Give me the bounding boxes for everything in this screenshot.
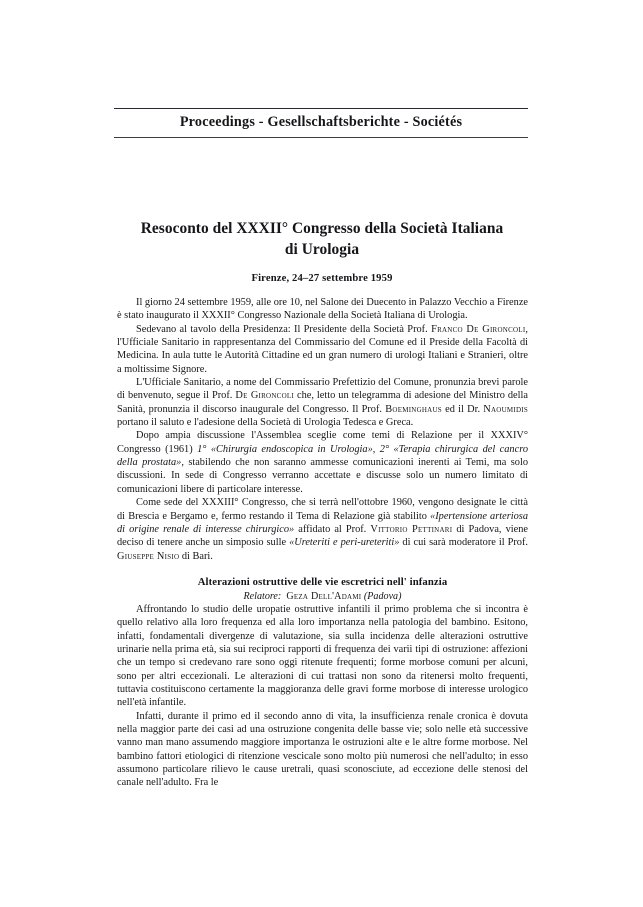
relatore-name: Geza Dell'Adami — [286, 590, 362, 602]
paragraph-text: affidato al Prof. — [294, 523, 371, 535]
paragraph-text: L'Ufficiale Sanitario, a nome del Commissario Prefettizio del Comune, pronunzia brevi parole di benvenuto, segue il Prof. — [117, 377, 528, 402]
article-title-line-2: di Urologia — [284, 240, 360, 258]
paragraph-text: Il giorno 24 settembre 1959, alle ore 10, nel Salone dei Duecento in Palazzo Vecchio a Firenze è stato inaugurato il XXXII° Congresso Nazionale della Società Italiana di Urologia. — [117, 297, 528, 322]
topic-title: 1° «Chirurgia endoscopica in Urologia» — [197, 443, 373, 455]
paragraph-text: , l'Ufficiale Sanitario in rappresentanza del Commissario del Comune ed il Preside della Facoltà di Medicina. In aula tutte le Autorità Cittadine ed un gran numero di urologi Italiani e Stranieri, oltre a moltissime Signore. — [117, 323, 528, 375]
relatore-place: (Padova) — [363, 590, 402, 602]
paragraph-presidency — [117, 323, 528, 376]
person-name: Boeminghaus — [385, 403, 442, 415]
person-name: Naoumidis — [483, 403, 528, 415]
section-paragraph-2 — [117, 710, 528, 790]
person-name: Giuseppe Nisio — [117, 550, 180, 562]
paragraph-text: Come sede del XXXIII° Congresso, che si terrà nell'ottobre 1960, vengono designate le città di Brescia e Bergamo e, fermo restando il Tema di Relazione già stabilito — [117, 497, 528, 522]
article-body — [117, 296, 528, 790]
paragraph-text: Affrontando lo studio delle uropatie ostruttive infantili il primo problema che si incontra è quello relativo alla loro frequenza ed alla loro importanza nella patologia del bambino. Esitono, infatti, fondamentali divergenze di valutazione, sia sulla incidenza delle alterazioni ostruttive urinarie nella prima età, sia sui reciproci rapporti di frequenza dei varii tipi di ostruzione: affezioni che un tempo si credevano rare sono oggi ritenute frequenti; forme morbose comuni per alcuni, sono per altri eccezionali. Le alterazioni di cui trattasi non sono da ritenersi molto frequenti, tuttavia costituiscono certamente la maggioranza delle gravi forme morbose di interesse urologico nell'età infantile. — [117, 603, 528, 709]
paragraph-welcome — [117, 376, 528, 429]
paragraph-text: che, letto un telegramma di adesione del Ministro della Sanità, pronunzia il discorso inaugurale del Congresso. Il Prof. — [117, 390, 528, 415]
person-name: Franco De Gironcoli — [431, 323, 526, 335]
article-title-line-1: Resoconto del XXXII° Congresso della Società Italiana — [140, 220, 504, 237]
relatore-label: Relatore: — [243, 590, 282, 602]
paragraph-text: , stabilendo che non saranno ammesse comunicazioni inerenti ai Temi, ma solo discussioni. In sede di Congresso verranno accettate e discusse solo un numero limitato di comunicazioni libere di particolare interesse. — [117, 457, 528, 495]
paragraph-text: di Padova, viene deciso di tenere anche un simposio sulle — [117, 523, 528, 549]
paragraph-text: Infatti, durante il primo ed il secondo anno di vita, la insufficienza renale cronica è dovuta nella maggior parte dei casi ad una ostruzione congenita delle basse vie; solo nelle età successive vanno man mano assumendo maggiore importanza le ostruzioni alte e le altre forme morbose. Nel bambino fattori etiologici di ritenzione vescicale sono molto più numerosi che nell'adulto; in esso assumono particolare rilievo le cause uretrali, quasi sconosciute, ad eccezione delle stenosi del canale nell'adulto. Fra le — [117, 710, 528, 789]
running-head-rule-bottom — [114, 137, 528, 138]
article-title — [117, 219, 527, 260]
paragraph-text: di cui sarà moderatore il Prof. — [399, 537, 528, 549]
paragraph-text: Sedevano al tavolo della Presidenza: Il Presidente della Società Prof. — [136, 323, 432, 335]
paragraph-text: Dopo ampia discussione l'Assemblea sceglie come temi di Relazione per il XXXIV° Congresso (1961) — [117, 430, 528, 455]
section-relatore — [117, 591, 528, 602]
paragraph-text: , — [372, 443, 380, 455]
running-head — [114, 108, 528, 138]
paragraph-text: ed il Dr. — [441, 403, 484, 415]
person-name: De Gironcoli — [235, 390, 295, 402]
paragraph-opening — [117, 296, 528, 323]
paragraph-topics — [117, 429, 528, 496]
section-paragraph-1 — [117, 603, 528, 710]
paragraph-next-congress — [117, 496, 528, 563]
section-heading: Alterazioni ostruttive delle vie escretrici nell' infanzia — [197, 575, 448, 588]
topic-title: «Ureteriti e peri-ureteriti» — [289, 537, 400, 549]
topic-title: «Ipertensione arteriosa di origine renale di interesse chirurgico» — [117, 510, 528, 535]
paragraph-text: di Bari. — [179, 550, 213, 562]
article-date: Firenze, 24–27 settembre 1959 — [251, 273, 393, 284]
article-header — [117, 219, 527, 284]
paragraph-text: portano il saluto e l'adesione della Società di Urologia Tedesca e Greca. — [117, 417, 414, 429]
topic-title: 2° «Terapia chirurgica del cancro della prostata» — [117, 443, 529, 469]
person-name: Vittorio Pettinari — [370, 523, 453, 535]
running-head-title: Proceedings - Gesellschaftsberichte - Sociétés — [179, 114, 463, 130]
